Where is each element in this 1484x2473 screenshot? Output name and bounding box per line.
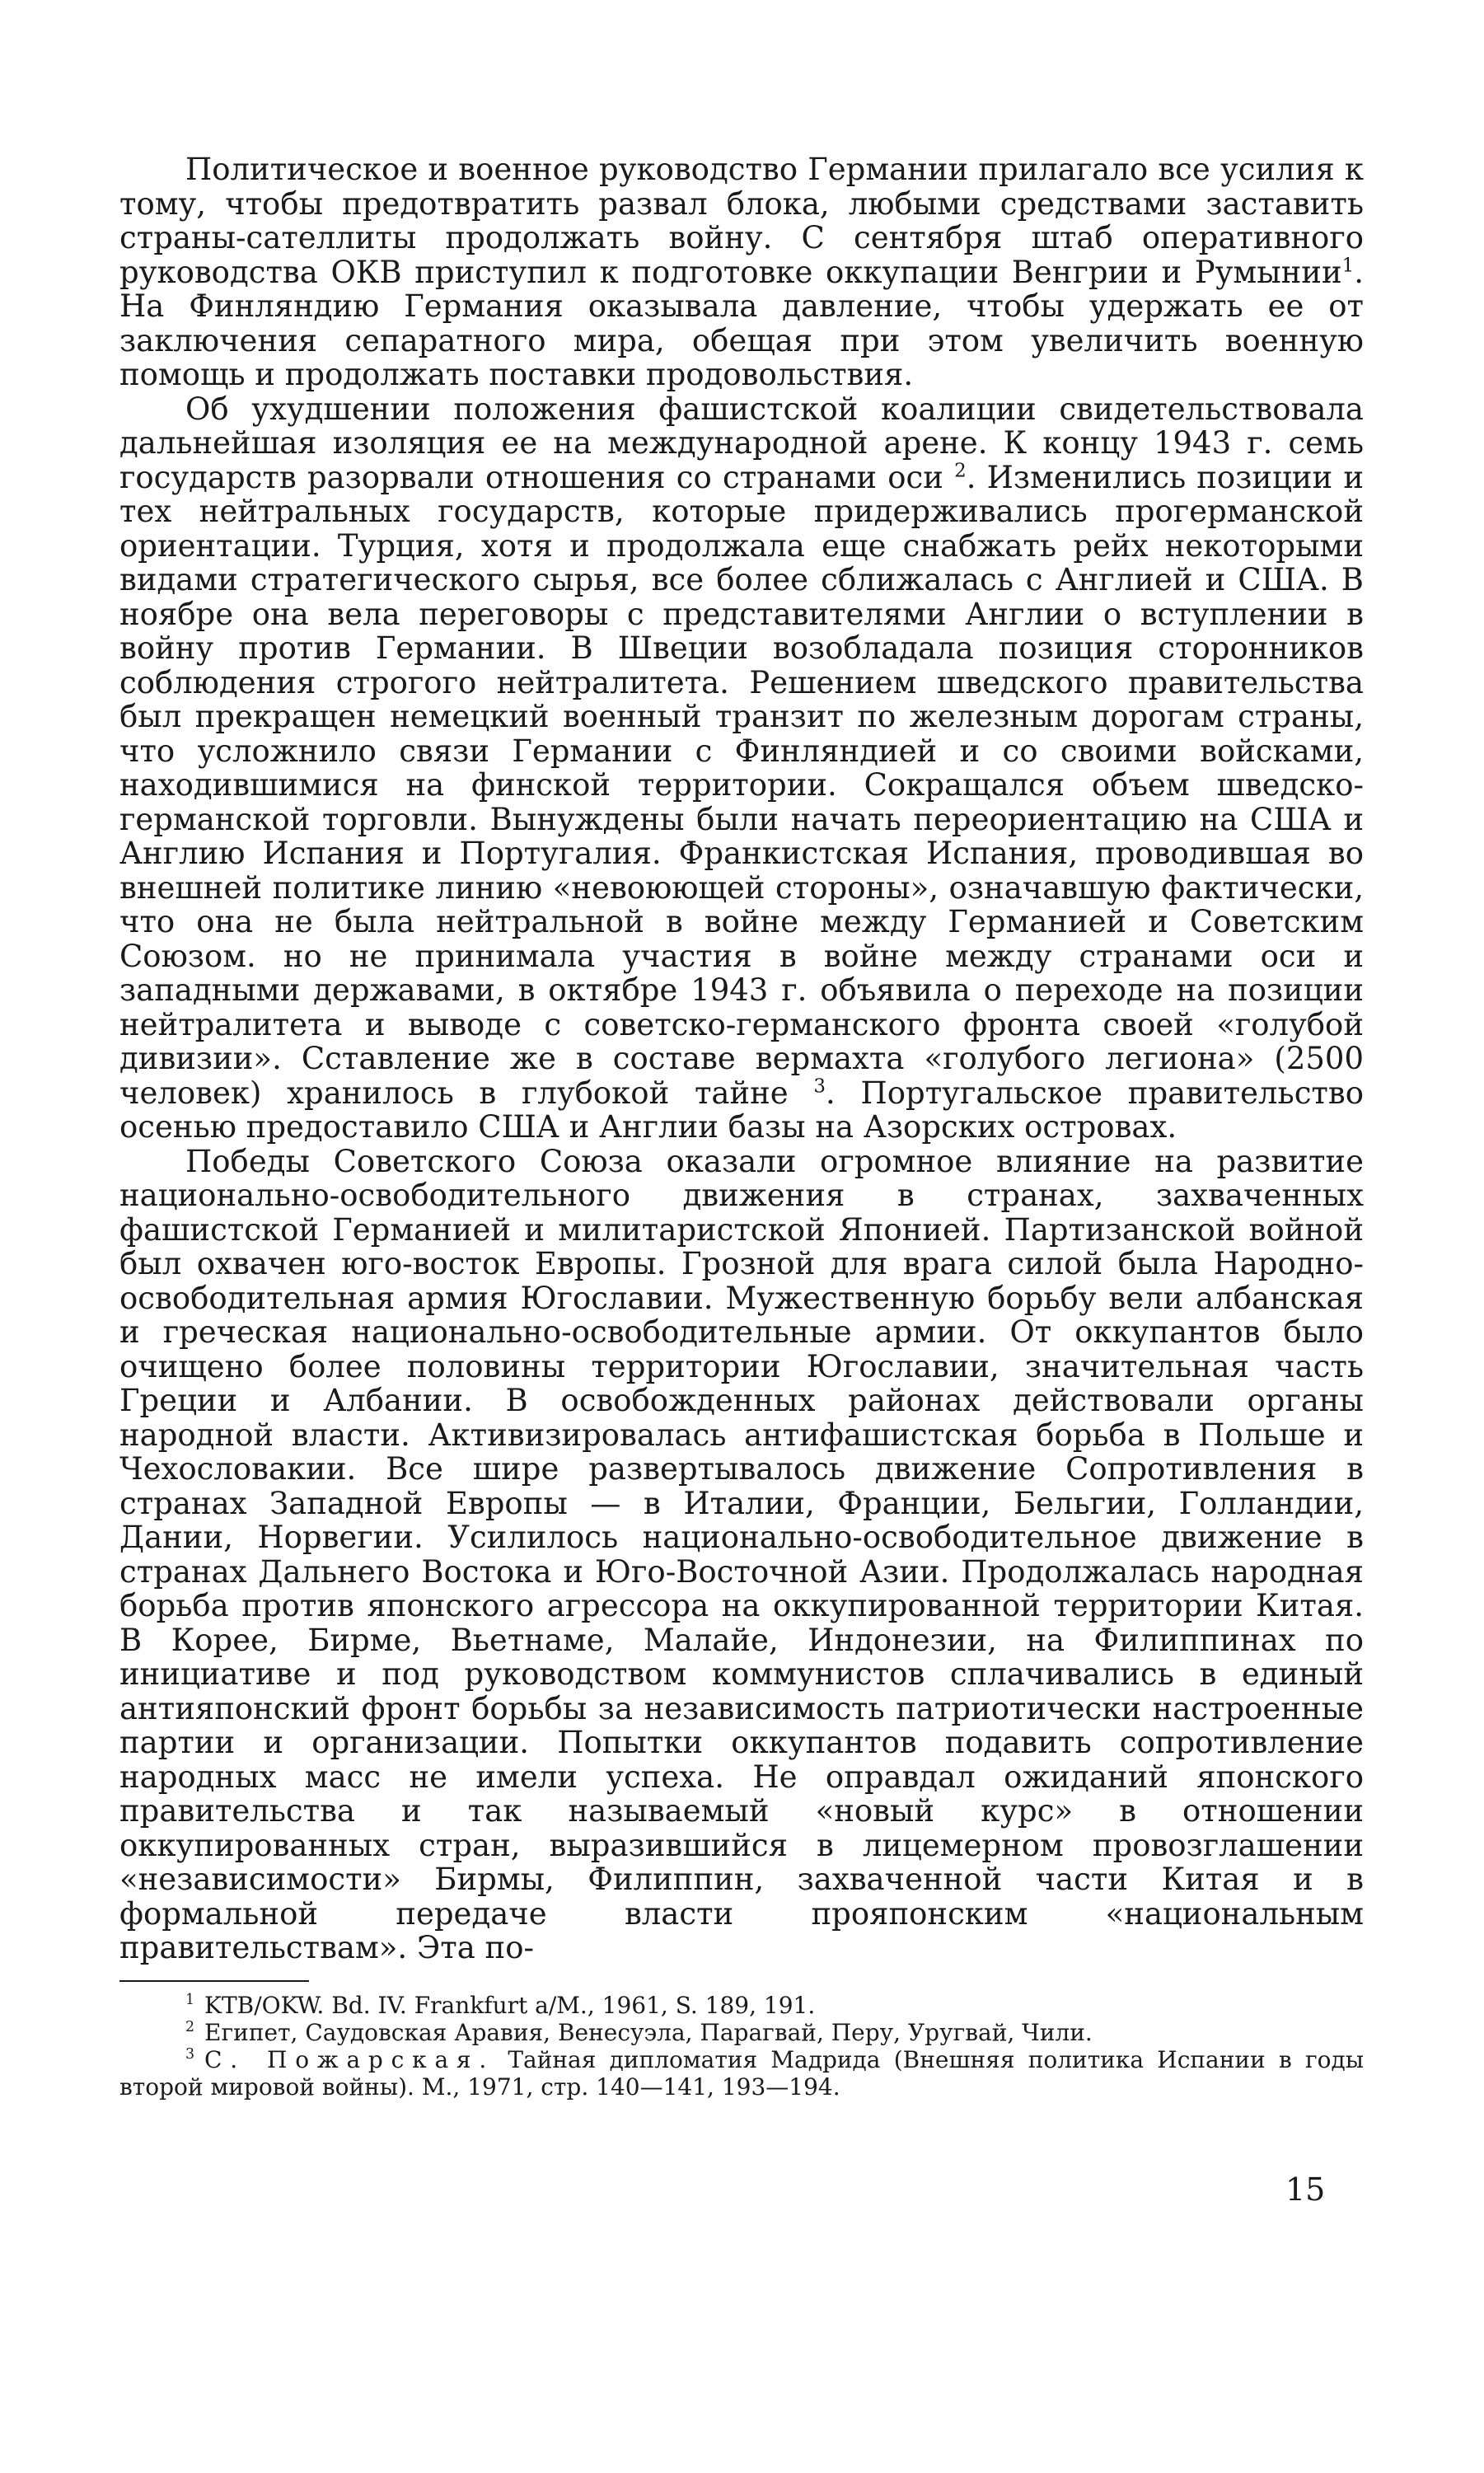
footnote-2-number: 2 <box>185 2019 195 2036</box>
paragraph-2-text-middle: . Изменились позиции и тех нейтральных государств, которые придерживались прогерманской ориентации. Турция, хотя и продолжала еще снабжать рейх некоторыми видами стратегического сырья, все более сближалась с Англией и США. В ноябре она вела переговоры с представителями Англии о вступлении в войну против Германии. В Швеции возобладала позиция сторонников соблюдения строгого нейтралитета. Решением шведского правительства был прекращен немецкий военный транзит по железным дорогам страны, что усложнило связи Германии с Финляндией и со своими войсками, находившимися на финской территории. Сокращался объем шведско-германской торговли. Вынуждены были начать переориентацию на США и Англию Испания и Португалия. Франкистская Испания, проводившая во внешней политике линию «невоюющей стороны», означавшую фактически, что она не была нейтральной в войне между Германией и Советским Союзом. но не принимала участия в войне между странами оси и западными державами, в октябре 1943 г. объявила о переходе на позиции нейтралитета и выводе с советско-германского фронта своей «голубой дивизии». Сставление же в составе вермахта «голубого легиона» (2500 человек) хранилось в глубокой тайне <box>119 459 1365 1111</box>
footnote-2 <box>119 2019 1364 2046</box>
footnote-divider <box>119 1980 309 1982</box>
footnote-ref-3: 3 <box>813 1075 826 1098</box>
footnote-3-text: Тайная дипломатия Мадрида (Внешняя политика Испании в годы второй мировой войны). М., 1971, стр. 140—141, 193—194. <box>119 2045 1365 2101</box>
paragraph-2-text-end: . Португальское правительство осенью предоставило США и Англии базы на Азорских островах. <box>119 1075 1364 1145</box>
footnote-3-number: 3 <box>185 2046 195 2063</box>
page-body <box>119 152 1364 2101</box>
footnote-1-number: 1 <box>185 1992 195 2009</box>
footnote-3-author: С. Пожарская. <box>204 2045 495 2073</box>
footnote-1-text: KTB/OKW. Bd. IV. Frankfurt a/M., 1961, S. 189, 191. <box>204 1991 816 2019</box>
paragraph-3: Победы Советского Союза оказали огромное влияние на развитие национально-освободительного движения в странах, захваченных фашистской Германией и милитаристской Японией. Партизанской войной был охвачен юго-восток Европы. Грозной для врага силой была Народно-освободительная армия Югославии. Мужественную борьбу вели албанская и греческая национально-освободительные армии. От оккупантов было очищено более половины территории Югославии, значительная часть Греции и Албании. В освобожденных районах действовали органы народной власти. Активизировалась антифашистская борьба в Польше и Чехословакии. Все шире развертывалось движение Сопротивления в странах Западной Европы — в Италии, Франции, Бельгии, Голландии, Дании, Норвегии. Усилилось национально-освободительное движение в странах Дальнего Востока и Юго-Восточной Азии. Продолжалась народная борьба против японского агрессора на оккупированной территории Китая. В Корее, Бирме, Вьетнаме, Малайе, Индонезии, на Филиппинах по инициативе и под руководством коммунистов сплачивались в единый антияпонский фронт борьбы за независимость патриотически настроенные партии и организации. Попытки оккупантов подавить сопротивление народных масс не имели успеха. Не оправдал ожиданий японского правительства и так называемый «новый курс» в отношении оккупированных стран, выразившийся в лицемерном провозглашении «независимости» Бирмы, Филиппин, захваченной части Китая и в формальной передаче власти прояпонским «национальным правительствам». Эта по- <box>119 1143 1364 1965</box>
page-number: 15 <box>1285 2171 1326 2208</box>
footnote-3 <box>119 2046 1364 2101</box>
footnote-1 <box>119 1992 1364 2019</box>
paragraph-1 <box>119 152 1364 392</box>
paragraph-1-text: Политическое и военное руководство Германии прилагало все усилия к тому, чтобы предотвратить развал блока, любыми средствами заставить страны-сателлиты продолжать войну. С сентября штаб оперативного руководства ОКВ приступил к подготовке оккупации Венгрии и Румынии <box>119 152 1364 290</box>
paragraph-2-text: Об ухудшении положения фашистской коалиции свидетельствовала дальнейшая изоляция ее на международной арене. К концу 1943 г. семь государств разорвали отношения со странами оси <box>119 391 1364 495</box>
footnote-ref-2: 2 <box>954 460 967 482</box>
footnote-ref-1: 1 <box>1341 255 1355 277</box>
paragraph-1-text-end: . На Финляндию Германия оказывала давление, чтобы удержать ее от заключения сепаратного мира, обещая при этом увеличить военную помощь и продолжать поставки продовольствия. <box>119 254 1364 392</box>
footnote-2-text: Египет, Саудовская Аравия, Венесуэла, Парагвай, Перу, Уругвай, Чили. <box>204 2018 1093 2046</box>
paragraph-2 <box>119 392 1364 1145</box>
